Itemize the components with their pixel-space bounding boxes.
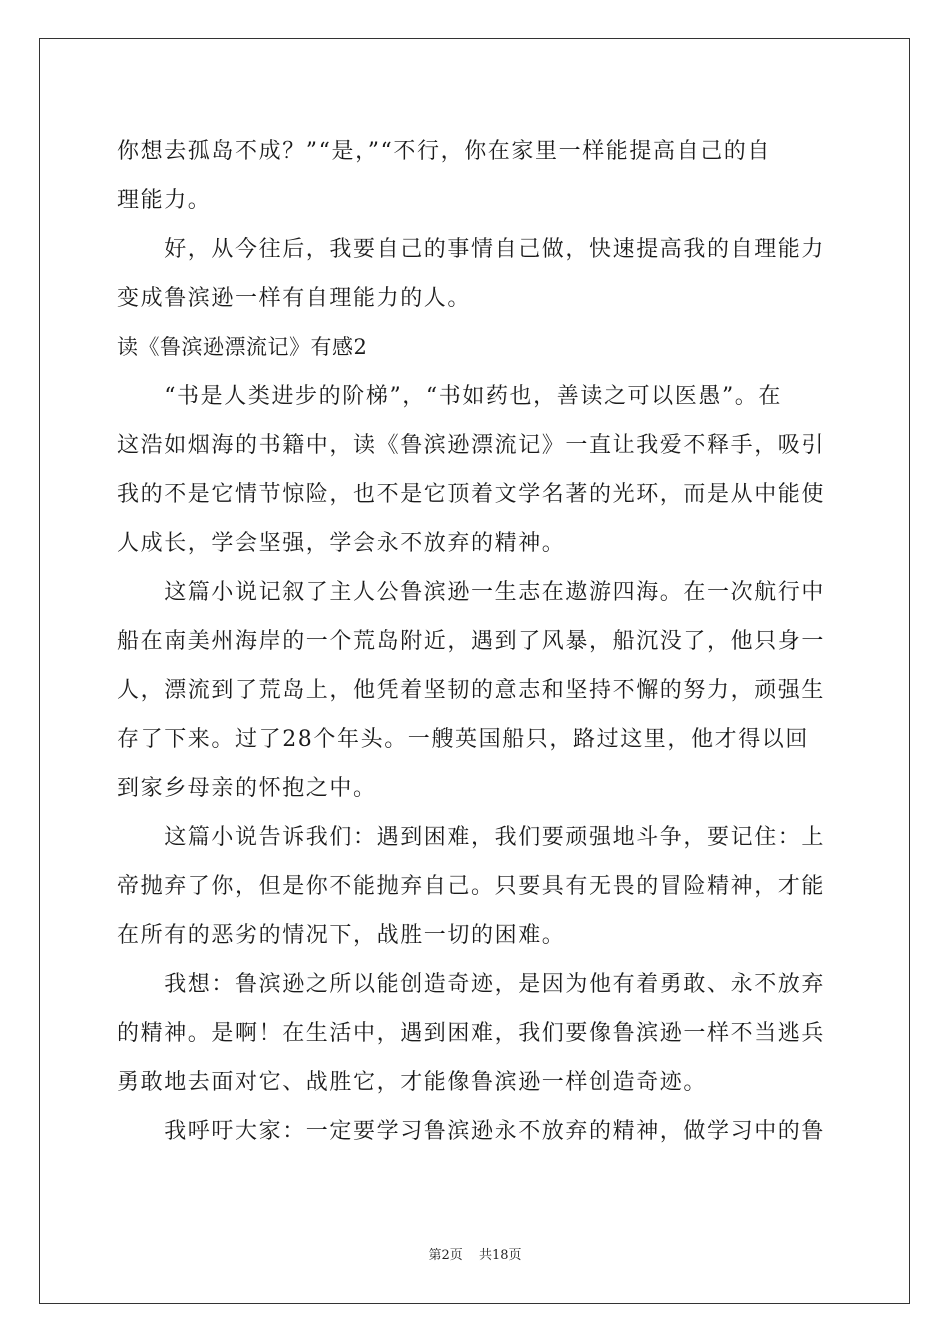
text-line: 人成长，学会坚强，学会永不放弃的精神。 [117,531,566,556]
text-line: 这篇小说告诉我们：遇到困难，我们要顽强地斗争，要记住：上 [117,825,826,850]
text-line: 我的不是它情节惊险，也不是它顶着文学名著的光环，而是从中能使 [117,482,826,507]
text-line: 帝抛弃了你，但是你不能抛弃自己。只要具有无畏的冒险精神，才能 [117,874,826,899]
text-line: 变成鲁滨逊一样有自理能力的人。 [117,286,472,311]
text-line: “书是人类进步的阶梯”，“书如药也，善读之可以医愚”。在 [117,384,782,409]
text-line: 的精神。是啊！在生活中，遇到困难，我们要像鲁滨逊一样不当逃兵 [117,1021,826,1046]
document-body [117,127,835,1156]
text-line: 勇敢地去面对它、战胜它，才能像鲁滨逊一样创造奇迹。 [117,1070,708,1095]
page-number: 第2页 [428,1248,463,1263]
text-line: 你想去孤岛不成？”“是，”“不行，你在家里一样能提高自己的自 [117,139,771,164]
section-heading: 读《鲁滨逊漂流记》有感2 [117,335,368,359]
text-line: 在所有的恶劣的情况下，战胜一切的困难。 [117,923,566,948]
text-line: 好，从今往后，我要自己的事情自己做，快速提高我的自理能力 [117,237,826,262]
text-line: 到家乡母亲的怀抱之中。 [117,776,377,801]
text-line: 船在南美州海岸的一个荒岛附近，遇到了风暴，船沉没了，他只身一 [117,629,826,654]
page-footer [0,1244,950,1263]
text-line: 这篇小说记叙了主人公鲁滨逊一生志在遨游四海。在一次航行中 [117,580,826,605]
text-line: 存了下来。过了28个年头。一艘英国船只，路过这里，他才得以回 [117,727,809,752]
text-line: 理能力。 [117,188,212,213]
text-line: 我想：鲁滨逊之所以能创造奇迹，是因为他有着勇敢、永不放弃 [117,972,826,997]
text-line: 人，漂流到了荒岛上，他凭着坚韧的意志和坚持不懈的努力，顽强生 [117,678,826,703]
text-line: 这浩如烟海的书籍中，读《鲁滨逊漂流记》一直让我爱不释手，吸引 [117,433,826,458]
page-total: 共18页 [478,1248,522,1263]
text-line: 我呼吁大家：一定要学习鲁滨逊永不放弃的精神，做学习中的鲁 [117,1119,826,1144]
